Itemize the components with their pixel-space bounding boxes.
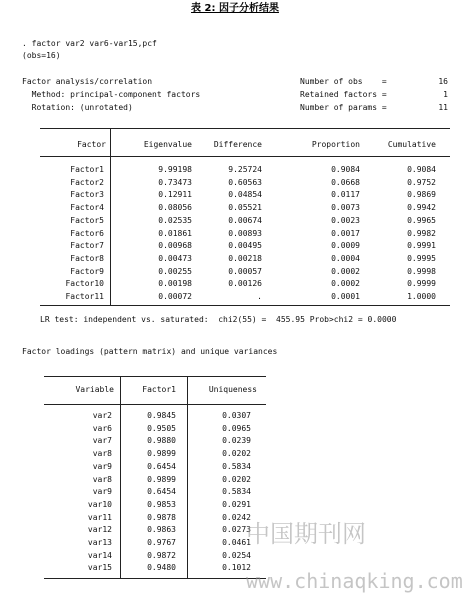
table-cell-variable: var2 (92, 411, 112, 420)
table-cell-factor: Factor5 (70, 215, 104, 225)
table-cell-proportion: 0.0668 (331, 177, 360, 187)
table-cell-factor1: 0.9878 (147, 512, 176, 522)
lr-test-line: LR test: independent vs. saturated: chi2(55) = 455.95 Prob>chi2 = 0.0000 (40, 315, 397, 324)
table-cell-cumulative: 0.9999 (407, 279, 436, 289)
table-cell-uniqueness: 0.0254 (222, 550, 251, 560)
table-cell-cumulative: 0.9982 (407, 228, 436, 238)
table-cell-uniqueness: 0.0461 (222, 538, 251, 547)
table-cell-variable: var14 (87, 550, 112, 560)
num-params-label: Number of params = (300, 103, 387, 112)
num-params-value: 11 (438, 103, 448, 112)
table-cell-variable: var15 (87, 563, 112, 573)
loadings-bottom-rule (44, 578, 266, 579)
table-cell-factor: Factor4 (70, 203, 104, 213)
header-variable: Variable (75, 385, 114, 394)
table-cell-cumulative: 1.0000 (407, 292, 436, 301)
table-cell-factor: Factor1 (70, 165, 104, 174)
table-cell-eigenvalue: 0.00255 (158, 266, 192, 276)
num-obs-value: 16 (438, 77, 448, 86)
table-cell-cumulative: 0.9869 (407, 190, 436, 200)
table-cell-factor1: 0.6454 (147, 487, 176, 497)
table-cell-factor1: 0.9480 (147, 563, 176, 573)
num-obs-label: Number of obs = (300, 77, 387, 86)
retained-factors-value: 1 (443, 90, 448, 99)
table-cell-difference: 0.00057 (228, 266, 262, 276)
table-cell-eigenvalue: 0.00072 (158, 292, 192, 301)
table-cell-factor: Factor11 (65, 292, 104, 301)
table-cell-variable: var7 (92, 436, 112, 446)
table-cell-proportion: 0.0009 (331, 241, 360, 251)
table-cell-factor1: 0.9767 (147, 538, 176, 547)
table-cell-cumulative: 0.9942 (407, 203, 436, 213)
table-cell-proportion: 0.0017 (331, 228, 360, 238)
table-cell-variable: var8 (92, 449, 112, 459)
table-cell-cumulative: 0.9084 (407, 165, 436, 174)
table-cell-variable: var11 (87, 512, 112, 522)
table-cell-factor1: 0.6454 (147, 461, 176, 471)
table-cell-eigenvalue: 0.00968 (158, 241, 192, 251)
table-cell-eigenvalue: 0.73473 (158, 177, 192, 187)
table-cell-factor: Factor9 (70, 266, 104, 276)
loadings-divider-2 (187, 376, 188, 579)
table-cell-cumulative: 0.9995 (407, 253, 436, 263)
table-divider (110, 128, 111, 306)
table-top-rule (40, 128, 450, 129)
table-cell-uniqueness: 0.1012 (222, 563, 251, 573)
table-cell-cumulative: 0.9998 (407, 266, 436, 276)
table-cell-variable: var9 (92, 461, 112, 471)
page-title: 表 2: 因子分析结果 (191, 3, 279, 14)
loadings-divider-1 (120, 376, 121, 579)
table-cell-proportion: 0.0073 (331, 203, 360, 213)
table-cell-eigenvalue: 9.99198 (158, 165, 192, 174)
loadings-header-rule (44, 404, 266, 405)
table-cell-uniqueness: 0.0291 (222, 499, 251, 509)
table-cell-uniqueness: 0.0202 (222, 474, 251, 484)
watermark-url: www.chinaqking.com (246, 569, 463, 593)
header-difference: Difference (213, 140, 262, 149)
table-cell-cumulative: 0.9991 (407, 241, 436, 251)
header-factor: Factor (77, 140, 106, 149)
table-cell-uniqueness: 0.0307 (222, 411, 251, 420)
table-cell-difference: 0.00495 (228, 241, 262, 251)
table-cell-difference: 0.05521 (228, 203, 262, 213)
table-cell-proportion: 0.0002 (331, 279, 360, 289)
table-cell-factor: Factor6 (70, 228, 104, 238)
loadings-top-rule (44, 376, 266, 377)
table-cell-difference: 0.00893 (228, 228, 262, 238)
table-cell-proportion: 0.0002 (331, 266, 360, 276)
table-cell-eigenvalue: 0.01861 (158, 228, 192, 238)
table-cell-factor: Factor2 (70, 177, 104, 187)
table-cell-factor1: 0.9863 (147, 525, 176, 535)
table-cell-proportion: 0.0004 (331, 253, 360, 263)
table-cell-variable: var9 (92, 487, 112, 497)
table-cell-uniqueness: 0.0965 (222, 423, 251, 433)
table-cell-factor1: 0.9853 (147, 499, 176, 509)
method-label: Method: principal-component factors (22, 90, 201, 99)
table-cell-difference: 0.00126 (228, 279, 262, 289)
rotation-label: Rotation: (unrotated) (22, 103, 133, 112)
header-eigenvalue: Eigenvalue (143, 140, 192, 149)
table-cell-factor1: 0.9505 (147, 423, 176, 433)
table-cell-factor: Factor10 (65, 279, 104, 289)
table-cell-factor1: 0.9872 (147, 550, 176, 560)
table-cell-factor: Factor7 (70, 241, 104, 251)
table-cell-variable: var13 (87, 538, 112, 547)
table-bottom-rule (40, 305, 450, 306)
table-cell-eigenvalue: 0.12911 (158, 190, 192, 200)
table-cell-variable: var12 (87, 525, 112, 535)
table-cell-uniqueness: 0.5834 (222, 461, 251, 471)
factor-analysis-label: Factor analysis/correlation (22, 77, 153, 86)
table-cell-proportion: 0.0117 (331, 190, 360, 200)
command-line: . factor var2 var6-var15,pcf (22, 39, 157, 48)
table-cell-eigenvalue: 0.08056 (158, 203, 192, 213)
table-cell-variable: var6 (92, 423, 112, 433)
table-cell-factor: Factor8 (70, 253, 104, 263)
table-cell-proportion: 0.0001 (331, 292, 360, 301)
table-cell-cumulative: 0.9752 (407, 177, 436, 187)
table-cell-eigenvalue: 0.00198 (158, 279, 192, 289)
watermark-cn: 中国期刊网 (246, 520, 366, 548)
obs-line: (obs=16) (22, 51, 61, 60)
table-cell-cumulative: 0.9965 (407, 215, 436, 225)
loadings-title: Factor loadings (pattern matrix) and unique variances (22, 347, 278, 356)
table-cell-proportion: 0.9084 (331, 165, 360, 174)
header-factor1: Factor1 (142, 385, 176, 394)
table-header-rule (40, 156, 450, 157)
table-cell-factor1: 0.9880 (147, 436, 176, 446)
header-proportion: Proportion (311, 140, 360, 149)
table-cell-uniqueness: 0.0239 (222, 436, 251, 446)
table-cell-difference: 0.04854 (228, 190, 262, 200)
table-cell-difference: . (257, 292, 262, 301)
table-cell-factor1: 0.9845 (147, 411, 176, 420)
table-cell-factor1: 0.9899 (147, 449, 176, 459)
table-cell-difference: 0.00674 (228, 215, 262, 225)
table-cell-uniqueness: 0.0273 (222, 525, 251, 535)
table-cell-difference: 0.60563 (228, 177, 262, 187)
table-cell-uniqueness: 0.0202 (222, 449, 251, 459)
retained-factors-label: Retained factors = (300, 90, 387, 99)
table-cell-uniqueness: 0.0242 (222, 512, 251, 522)
table-cell-factor: Factor3 (70, 190, 104, 200)
table-cell-difference: 0.00218 (228, 253, 262, 263)
table-cell-difference: 9.25724 (228, 165, 262, 174)
table-cell-variable: var10 (87, 499, 112, 509)
header-cumulative: Cumulative (387, 140, 436, 149)
table-cell-proportion: 0.0023 (331, 215, 360, 225)
table-cell-factor1: 0.9899 (147, 474, 176, 484)
table-cell-eigenvalue: 0.02535 (158, 215, 192, 225)
table-cell-eigenvalue: 0.00473 (158, 253, 192, 263)
header-uniqueness: Uniqueness (208, 385, 257, 394)
table-cell-variable: var8 (92, 474, 112, 484)
table-cell-uniqueness: 0.5834 (222, 487, 251, 497)
